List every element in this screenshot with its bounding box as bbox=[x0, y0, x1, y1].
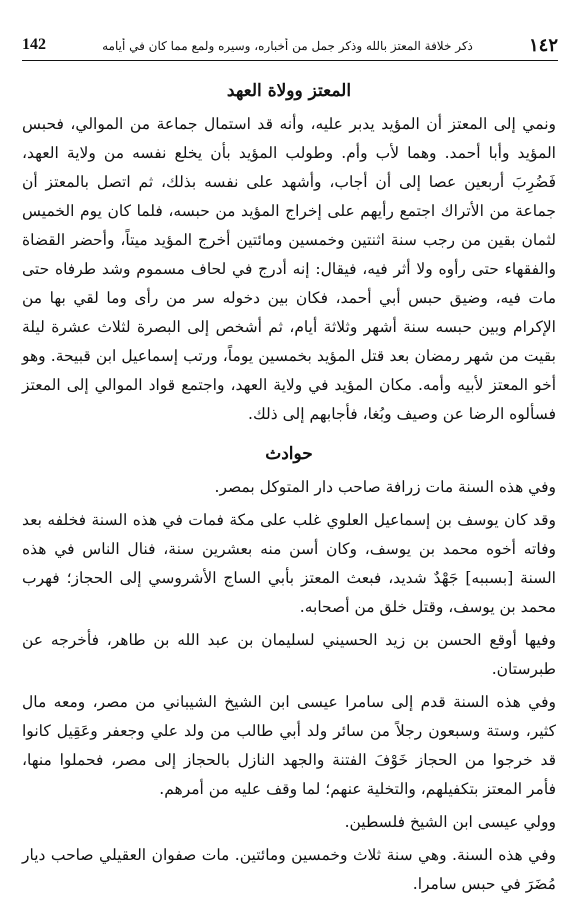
section-paragraph: ونمي إلى المعتز أن المؤيد يدبر عليه، وأنه قد استمال جماعة من الموالي، فحبس المؤيد وأبا أحمد. وهما لأب وأم. وطولب المؤيد بأن يخلع نفسه من ولاية العهد، فَضُرِبَ أربعين عصا إلى أن أجاب، وأشهد على نفسه بذلك، ثم اتصل بالمعتز أن جماعة من الأتراك اجتمع رأيهم على إخراج المؤيد من حبسه، فلما كان يوم الخميس لثمان بقين من رجب سنة اثنتين وخمسين ومائتين أخرج المؤيد ميتاً، وأحضر القضاة والفقهاء حتى رأوه ولا أثر فيه، فيقال: إنه أدرج في لحاف مسموم وشد طرفاه حتى مات فيه، وضيق حبس أبي أحمد، فكان بين دخوله سر من رأى وما لقي بها من الإكرام وبين حبسه سنة أشهر وثلاثة أيام، ثم أشخص إلى البصرة لثلاث عشرة ليلة بقيت من شهر رمضان بعد قتل المؤيد بخمسين يوماً، ورتب إسماعيل ابن قبيحة. وهو أخو المعتز لأبيه وأمه. مكان المؤيد في ولاية العهد، واجتمع قواد الموالي إلى المعتز فسألوه الرضا عن وصيف وبُغا، فأجابهم إلى ذلك. bbox=[22, 115, 556, 423]
page-body bbox=[22, 78, 556, 903]
running-title: ذكر خلافة المعتز بالله وذكر جمل من أخباره، وسيره ولمع مما كان في أيامه bbox=[102, 39, 473, 53]
header-rule bbox=[22, 60, 558, 61]
event-paragraph: وفي هذه السنة مات زرافة صاحب دار المتوكل بمصر. bbox=[214, 478, 556, 496]
event-paragraph: وقد كان يوسف بن إسماعيل العلوي غلب على مكة فمات في هذه السنة فخلفه بعد وفاته أخوه محمد بن يوسف، وكان أسن منه بعشرين سنة، فنال الناس في هذه السنة [بسببه] جَهْدٌ شديد، فبعث المعتز بأبي الساج الأشروسي إلى الحجاز؛ فهرب محمد بن يوسف، وقتل خلق من أصحابه. bbox=[22, 511, 556, 616]
event-paragraph: وفيها أوقع الحسن بن زيد الحسيني لسليمان بن عبد الله بن طاهر، فأخرجه عن طبرستان. bbox=[22, 631, 556, 678]
event-paragraph: وفي هذه السنة. وهي سنة ثلاث وخمسين ومائتين. مات صفوان العقيلي صاحب ديار مُضَرَ في حبس سامرا. bbox=[22, 846, 556, 893]
page-number: 142 bbox=[22, 36, 46, 53]
page-number-arabic: ١٤٢ bbox=[528, 35, 558, 55]
section-title: المعتز وولاة العهد bbox=[226, 81, 352, 101]
event-paragraph: وفي هذه السنة قدم إلى سامرا عيسى ابن الشيخ الشيباني من مصر، ومعه مال كثير، وستة وسبعون رجلاً من سائر ولد أبي طالب من ولد علي وجعفر وعَقِيل كانوا قد خرجوا من الحجاز خَوْفَ الفتنة والجهد النازل بالحجاز إلى مصر، فحملوا منها، فأمر المعتز بتكفيلهم، والتخلية عنهم؛ لما وقف عليه من أمرهم. bbox=[22, 693, 556, 798]
event-paragraph: وولي عيسى ابن الشيخ فلسطين. bbox=[344, 813, 556, 831]
page-header bbox=[22, 28, 558, 54]
section-title: حوادث bbox=[265, 444, 313, 464]
